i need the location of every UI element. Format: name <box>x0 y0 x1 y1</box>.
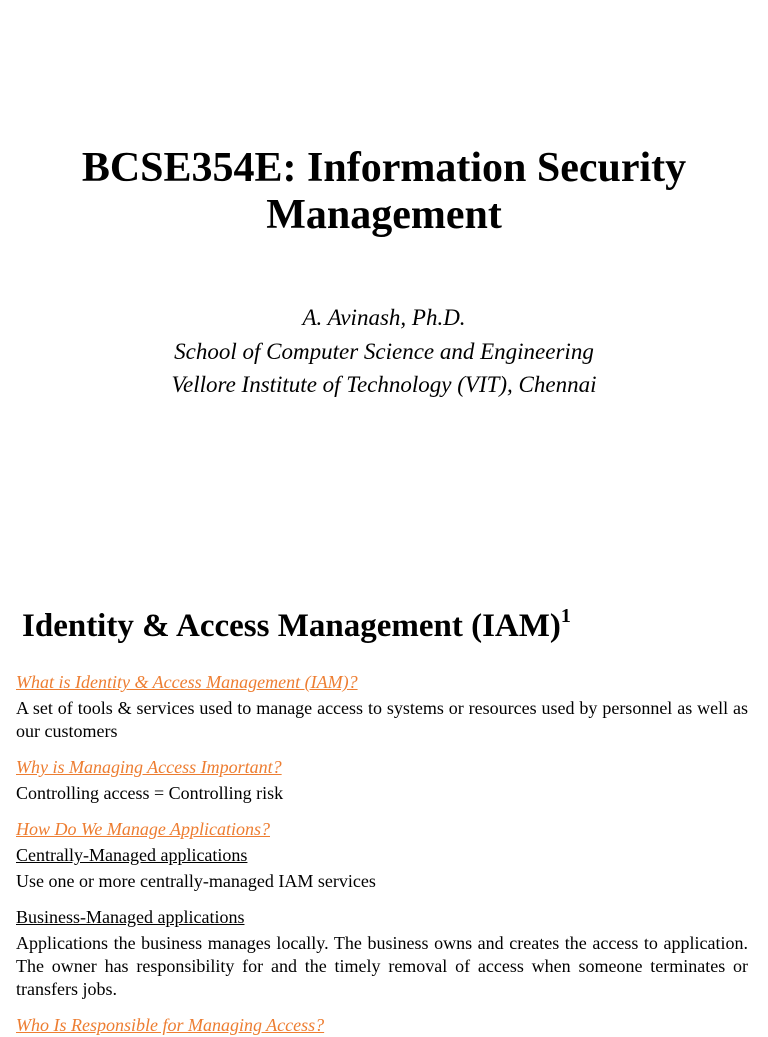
subheading-centrally-managed: Centrally-Managed applications <box>16 845 248 865</box>
footnote-marker: 1 <box>560 605 571 627</box>
iam-content <box>16 671 748 1037</box>
course-title-line-1: BCSE354E: Information Security <box>81 145 687 191</box>
course-title <box>40 145 728 239</box>
course-title-line-2: Management <box>266 192 502 238</box>
subheading-business-managed: Business-Managed applications <box>16 907 245 927</box>
text-business-managed: Applications the business manages locally. The business owns and creates the access to application. The owner has responsibility for and the timely removal of access when someone terminates or transfers jobs. <box>16 933 748 999</box>
question-who-responsible: Who Is Responsible for Managing Access? <box>16 1015 325 1035</box>
text-centrally-managed: Use one or more centrally-managed IAM services <box>16 871 376 891</box>
iam-slide <box>0 576 768 1035</box>
question-what-is-iam: What is Identity & Access Management (IAM)? <box>16 672 358 692</box>
author-name: A. Avinash, Ph.D. <box>302 305 466 330</box>
iam-slide-title <box>22 605 571 645</box>
question-why-important: Why is Managing Access Important? <box>16 757 282 777</box>
institute-name: Vellore Institute of Technology (VIT), Chennai <box>171 372 597 397</box>
question-how-manage: How Do We Manage Applications? <box>16 819 270 839</box>
school-name: School of Computer Science and Engineering <box>174 338 594 364</box>
answer-what-is-iam: A set of tools & services used to manage access to systems or resources used by personnel as well as our customers <box>16 698 748 741</box>
iam-title-text: Identity & Access Management (IAM) <box>22 608 561 644</box>
answer-why-important: Controlling access = Controlling risk <box>16 783 284 803</box>
author-block <box>40 301 728 402</box>
